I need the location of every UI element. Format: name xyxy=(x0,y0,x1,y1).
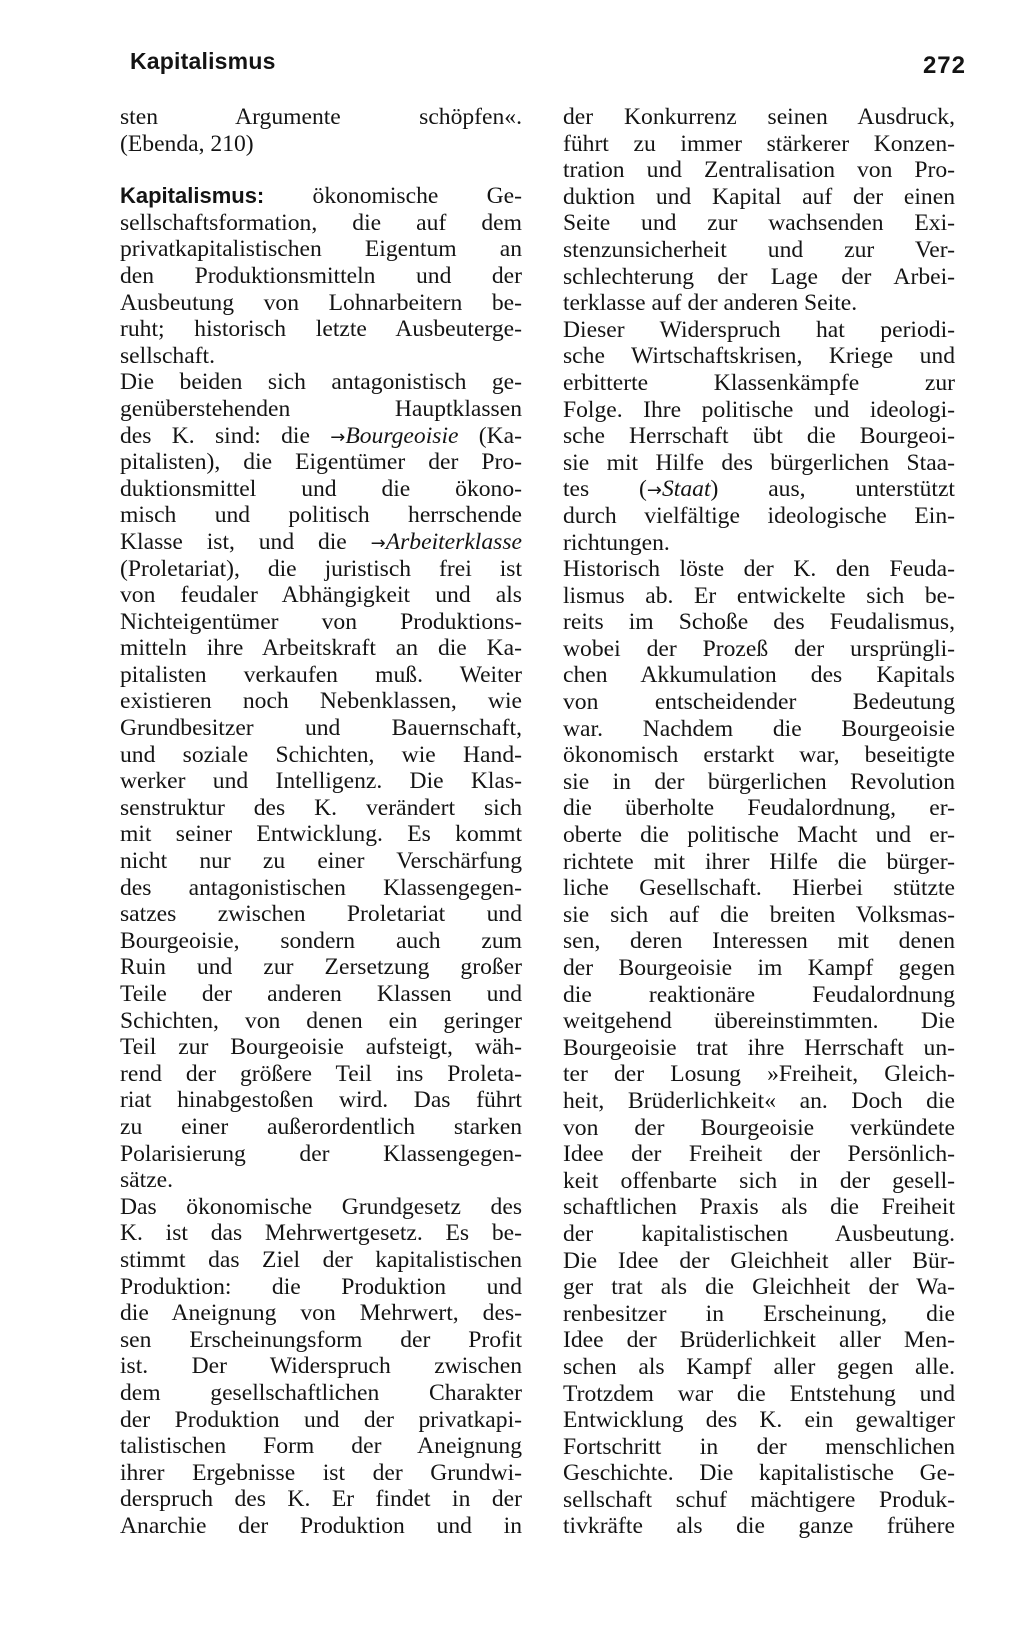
text-line: führt zu immer stärkerer Konzen- xyxy=(563,130,955,157)
text-line: Schichten, von denen ein geringer xyxy=(120,1007,522,1034)
text-line: die Aneignung von Mehrwert, des- xyxy=(120,1300,522,1327)
text-line: satzes zwischen Proletariat und xyxy=(120,901,522,928)
text-line: die überholte Feudalordnung, er- xyxy=(563,795,955,822)
text-line: Die Idee der Gleichheit aller Bür- xyxy=(563,1247,955,1274)
text-line: genüberstehenden Hauptklassen xyxy=(120,395,522,422)
entry-definition-start: ökonomische Ge- xyxy=(264,183,522,210)
text-line: war. Nachdem die Bourgeoisie xyxy=(563,715,955,742)
text-line: sen, deren Interessen mit denen xyxy=(563,928,955,955)
text-line: sie sich auf die breiten Volksmas- xyxy=(563,901,955,928)
text-line: existieren noch Nebenklassen, wie xyxy=(120,688,522,715)
text-line: rend der größere Teil ins Proleta- xyxy=(120,1060,522,1087)
text-line: Grundbesitzer und Bauernschaft, xyxy=(120,715,522,742)
text-line: privatkapitalistischen Eigentum an xyxy=(120,236,522,263)
text-line: Teile der anderen Klassen und xyxy=(120,981,522,1007)
text-line: senstruktur des K. verändert sich xyxy=(120,794,522,821)
entry-headline xyxy=(120,183,522,210)
cross-reference-trail-text: ) aus, unterstützt xyxy=(710,476,955,503)
cross-reference-link[interactable]: Staat xyxy=(662,476,711,503)
text-line: Anarchie der Produktion und in xyxy=(120,1512,522,1539)
text-line: durch vielfältige ideologische Ein- xyxy=(563,502,955,529)
text-line: Seite und zur wachsenden Exi- xyxy=(563,210,955,237)
text-line: ist. Der Widerspruch zwischen xyxy=(120,1353,522,1380)
text-line: weitgehend übereinstimmten. Die xyxy=(563,1008,955,1035)
text-line: Entwicklung des K. ein gewaltiger xyxy=(563,1407,955,1434)
text-line: (Proletariat), die juristisch frei ist xyxy=(120,555,522,582)
text-line: Nichteigentümer von Produktions- xyxy=(120,608,522,635)
text-line: keit offenbarte sich in der gesell- xyxy=(563,1167,955,1194)
text-line: sie mit Hilfe des bürgerlichen Staa- xyxy=(563,449,955,476)
text-line: Fortschritt in der menschlichen xyxy=(563,1433,955,1460)
text-line: dem gesellschaftlichen Charakter xyxy=(120,1379,522,1406)
text-line: misch und politisch herrschende xyxy=(120,502,522,529)
text-line: sen Erscheinungsform der Profit xyxy=(120,1326,522,1353)
text-line: Die beiden sich antagonistisch ge- xyxy=(120,369,522,396)
text-line: erbitterte Klassenkämpfe zur xyxy=(563,369,955,396)
text-line: von der Bourgeoisie verkündete xyxy=(563,1114,955,1141)
cross-reference-trail-text: (Ka- xyxy=(458,422,522,449)
text-line: der Produktion und der privatkapi- xyxy=(120,1406,522,1433)
text-line: Das ökonomische Grundgesetz des xyxy=(120,1193,522,1220)
text-line: sie in der bürgerlichen Revolution xyxy=(563,768,955,795)
text-line: pitalisten), die Eigentümer der Pro- xyxy=(120,449,522,476)
text-line: stenzunsicherheit und zur Ver- xyxy=(563,236,955,263)
text-line: talistischen Form der Aneignung xyxy=(120,1433,522,1460)
cross-reference-lead-text: Klasse ist, und die xyxy=(120,528,371,555)
text-line: stimmt das Ziel der kapitalistischen xyxy=(120,1246,522,1273)
text-line: der Bourgeoisie im Kampf gegen xyxy=(563,955,955,981)
text-line: sche Herrschaft übt die Bourgeoi- xyxy=(563,423,955,450)
text-line: mitteln ihre Arbeitskraft an die Ka- xyxy=(120,635,522,662)
text-line: von entscheidender Bedeutung xyxy=(563,689,955,716)
text-line: werker und Intelligenz. Die Klas- xyxy=(120,768,522,795)
cross-reference-arrow-icon: → xyxy=(646,480,662,502)
text-line: die reaktionäre Feudalordnung xyxy=(563,981,955,1008)
text-line: sätze. xyxy=(120,1167,174,1194)
text-line: Polarisierung der Klassengegen- xyxy=(120,1140,522,1167)
text-line: schlechterung der Lage der Arbei- xyxy=(563,263,955,290)
text-line: derspruch des K. Er findet in der xyxy=(120,1486,522,1513)
text-line: ter der Losung »Freiheit, Gleich- xyxy=(563,1061,955,1088)
cross-reference-lead-text: des K. sind: die xyxy=(120,422,331,449)
cross-reference-lead-text: tes ( xyxy=(563,476,647,503)
entry-term: Kapitalismus: xyxy=(120,183,265,209)
text-line: richtungen. xyxy=(563,529,670,556)
text-line-with-cross-reference xyxy=(120,529,522,556)
text-line: schen als Kampf aller gegen alle. xyxy=(563,1353,955,1380)
running-head: Kapitalismus xyxy=(130,48,276,74)
text-line: riat hinabgestoßen wird. Das führt xyxy=(120,1087,522,1114)
text-line: nicht nur zu einer Verschärfung xyxy=(120,848,522,875)
text-line: liche Gesellschaft. Hierbei stützte xyxy=(563,875,955,902)
text-line: pitalisten verkaufen muß. Weiter xyxy=(120,661,522,688)
text-line: und soziale Schichten, wie Hand- xyxy=(120,741,522,768)
text-line: sche Wirtschaftskrisen, Kriege und xyxy=(563,343,955,370)
text-line: der Konkurrenz seinen Ausdruck, xyxy=(563,104,955,130)
text-line: lismus ab. Er entwickelte sich be- xyxy=(563,582,955,609)
text-line: ihrer Ergebnisse ist der Grundwi- xyxy=(120,1459,522,1486)
text-line: der kapitalistischen Ausbeutung. xyxy=(563,1220,955,1247)
text-line: Produktion: die Produktion und xyxy=(120,1273,522,1300)
cross-reference-arrow-icon: → xyxy=(370,532,386,554)
text-line: von feudaler Abhängigkeit und als xyxy=(120,582,522,609)
text-line: terklasse auf der anderen Seite. xyxy=(563,290,858,317)
text-line: Idee der Brüderlichkeit aller Men- xyxy=(563,1327,955,1354)
cross-reference-link[interactable]: Bourgeoisie xyxy=(345,422,459,449)
text-line: duktionsmittel und die ökono- xyxy=(120,475,522,502)
text-line: ökonomisch erstarkt war, beseitigte xyxy=(563,742,955,769)
text-line: reits im Schoße des Feudalismus, xyxy=(563,609,955,636)
text-line: ger trat als die Gleichheit der Wa- xyxy=(563,1274,955,1301)
text-line: Bourgeoisie trat ihre Herrschaft un- xyxy=(563,1034,955,1061)
left-column xyxy=(120,104,522,1539)
cross-reference-arrow-icon: → xyxy=(330,426,346,448)
text-line-with-cross-reference xyxy=(120,423,522,450)
text-line: Ausbeutung von Lohnarbeitern be- xyxy=(120,289,522,316)
text-line: des antagonistischen Klassengegen- xyxy=(120,874,522,901)
text-line: sellschaft schuf mächtigere Produk- xyxy=(563,1486,955,1513)
cross-reference-link[interactable]: Arbeiterklasse xyxy=(385,528,522,555)
text-line: Idee der Freiheit der Persönlich- xyxy=(563,1141,955,1168)
text-line: (Ebenda, 210) xyxy=(120,130,254,157)
text-line: tivkräfte als die ganze frühere xyxy=(563,1513,955,1540)
text-line: sellschaftsformation, die auf dem xyxy=(120,209,522,236)
text-line: duktion und Kapital auf der einen xyxy=(563,183,955,210)
text-line: Trotzdem war die Entstehung und xyxy=(563,1380,955,1407)
text-line: Teil zur Bourgeoisie aufsteigt, wäh- xyxy=(120,1034,522,1061)
text-line: den Produktionsmitteln und der xyxy=(120,262,522,289)
text-line: ruht; historisch letzte Ausbeuterge- xyxy=(120,316,522,343)
text-line: heit, Brüderlichkeit« an. Doch die xyxy=(563,1087,955,1114)
text-line: tration und Zentralisation von Pro- xyxy=(563,157,955,184)
text-line: oberte die politische Macht und er- xyxy=(563,822,955,849)
text-line: schaftlichen Praxis als die Freiheit xyxy=(563,1194,955,1221)
text-line: Ruin und zur Zersetzung großer xyxy=(120,954,522,981)
text-line-with-cross-reference xyxy=(563,476,955,503)
text-line: sten Argumente schöpfen«. xyxy=(120,104,522,130)
text-line: chen Akkumulation des Kapitals xyxy=(563,662,955,689)
text-line: Geschichte. Die kapitalistische Ge- xyxy=(563,1460,955,1487)
text-line: Historisch löste der K. den Feuda- xyxy=(563,556,955,583)
text-line: sellschaft. xyxy=(120,342,215,369)
text-line: zu einer außerordentlich starken xyxy=(120,1113,522,1140)
text-line: Dieser Widerspruch hat periodi- xyxy=(563,316,955,343)
text-line: renbesitzer in Erscheinung, die xyxy=(563,1300,955,1327)
page-number: 272 xyxy=(922,52,966,79)
right-column xyxy=(563,104,955,1540)
text-line: Folge. Ihre politische und ideologi- xyxy=(563,396,955,423)
text-line: K. ist das Mehrwertgesetz. Es be- xyxy=(120,1220,522,1247)
text-line: richtete mit ihrer Hilfe die bürger- xyxy=(563,848,955,875)
text-line: Bourgeoisie, sondern auch zum xyxy=(120,927,522,954)
paragraph-gap xyxy=(120,157,522,183)
text-line: wobei der Prozeß der ursprüngli- xyxy=(563,635,955,662)
text-line: mit seiner Entwicklung. Es kommt xyxy=(120,821,522,848)
